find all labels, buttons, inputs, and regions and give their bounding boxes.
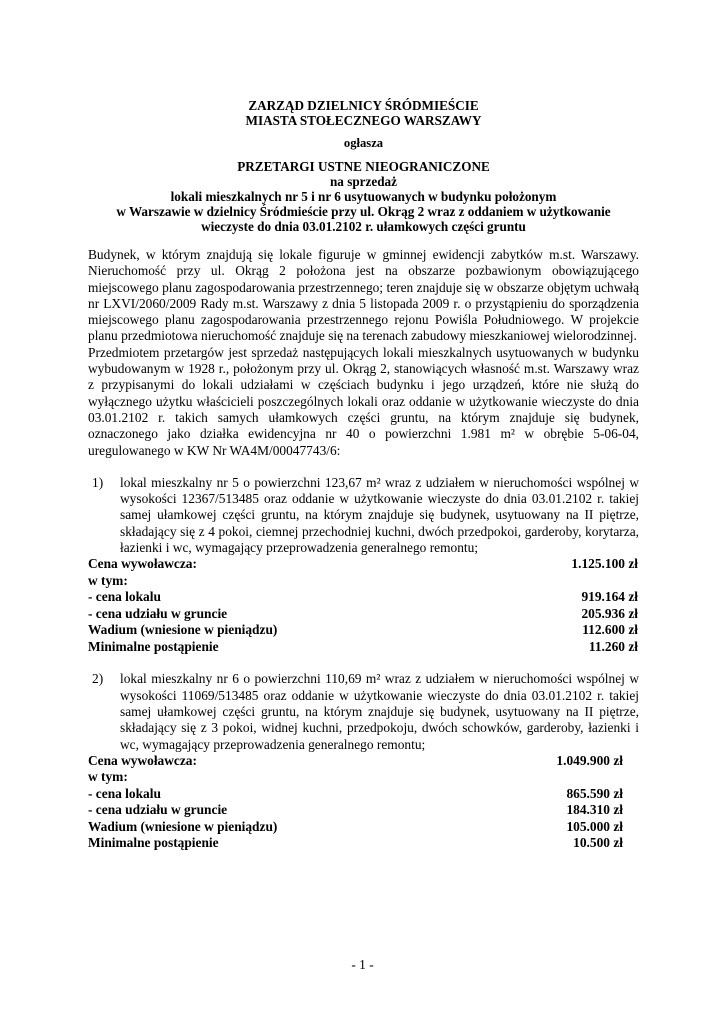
min-bid-label: Minimalne postąpienie bbox=[88, 835, 219, 851]
grunt-price-label: - cena udziału w gruncie bbox=[88, 802, 228, 818]
item-number: 1) bbox=[92, 474, 104, 490]
paragraph-subject: Przedmiotem przetargów jest sprzedaż następujących lokali mieszkalnych usytuowanych w budynku wybudowanym w 1928 r., położonym przy ul. Okrąg 2, stanowiących własność m.st. Warszawy wraz z przypisanymi do lokali udziałami w częściach budynku i jego urządzeń, które nie służą do wyłącznego użytku właścicieli poszczególnych lokali oraz oddanie w użytkowanie wieczyste do dnia 03.01.2102 r. takich samych ułamkowych części gruntu, na którym znajduje się budynek, oznaczonego jako działka ewidencyjna nr 40 o powierzchni 1.981 m² w obrębie 5-06-04, uregulowanego w KW Nr WA4M/00047743/6: bbox=[88, 344, 639, 458]
price-row bbox=[88, 753, 623, 770]
issuer-line-1: ZARZĄD DZIELNICY ŚRÓDMIEŚCIE bbox=[248, 98, 479, 113]
lokal-price-row bbox=[88, 786, 623, 803]
announces-word: ogłasza bbox=[343, 136, 384, 150]
min-bid-row bbox=[88, 639, 638, 656]
item-number: 2) bbox=[92, 671, 104, 687]
min-bid-label: Minimalne postąpienie bbox=[88, 638, 219, 654]
announcement-subtitle: na sprzedaż bbox=[329, 174, 398, 189]
announcement-title: PRZETARGI USTNE NIEOGRANICZONE bbox=[237, 159, 490, 174]
wtym-label: w tym: bbox=[88, 769, 128, 785]
min-bid-value: 10.500 zł bbox=[573, 835, 623, 851]
price-block bbox=[88, 556, 638, 655]
lokal-price-value: 919.164 zł bbox=[581, 589, 638, 605]
grunt-price-value: 205.936 zł bbox=[581, 605, 638, 621]
item-description: lokal mieszkalny nr 5 o powierzchni 123,67 m² wraz z udziałem w nieruchomości wspólnej w wysokości 12367/513485 oraz oddanie w użytkowanie wieczyste do dnia 03.01.2102 r. takiej samej ułamkowej części gruntu, na którym znajduje się budynek, usytuowany na II piętrze, składający się z 4 pokoi, ciemnej przechodniej kuchni, dwóch przedpokoi, garderoby, korytarza, łazienki i wc, wymagający przeprowadzenia generalnego remontu; bbox=[120, 474, 639, 556]
price-label: Cena wywoławcza: bbox=[88, 752, 197, 768]
paragraph-building: Budynek, w którym znajdują się lokale figuruje w gminnej ewidencji zabytków m.st. Warszawy. Nieruchomość przy ul. Okrąg 2 położona jest na obszarze pozbawionym obowiązującego miejscowego planu zagospodarowania przestrzennego; teren znajduje się w obszarze objętym uchwałą nr LXVI/2060/2009 Rady m.st. Warszawy z dnia 5 listopada 2009 r. o przystąpieniu do sporządzenia miejscowego planu zagospodarowania przestrzennego rejonu Powiśla Południowego. W projekcie planu przedmiotowa nieruchomość znajduje się na terenach zabudowy mieszkaniowej wielorodzinnej. bbox=[88, 247, 639, 344]
wtym-row bbox=[88, 769, 623, 786]
grunt-price-label: - cena udziału w gruncie bbox=[88, 605, 228, 621]
price-row bbox=[88, 556, 638, 573]
wadium-row bbox=[88, 819, 623, 836]
wadium-label: Wadium (wniesione w pieniądzu) bbox=[88, 818, 278, 834]
grunt-price-row bbox=[88, 802, 623, 819]
wadium-label: Wadium (wniesione w pieniądzu) bbox=[88, 622, 278, 638]
announcement-desc-3: wieczyste do dnia 03.01.2102 r. ułamkowych części gruntu bbox=[201, 219, 526, 234]
wtym-label: w tym: bbox=[88, 572, 128, 588]
wadium-value: 112.600 zł bbox=[582, 622, 638, 638]
list-item bbox=[88, 475, 639, 556]
announcement-header bbox=[88, 98, 639, 234]
wadium-value: 105.000 zł bbox=[566, 818, 623, 834]
min-bid-value: 11.260 zł bbox=[588, 638, 638, 654]
grunt-price-row bbox=[88, 606, 638, 623]
wadium-row bbox=[88, 622, 638, 639]
price-value: 1.125.100 zł bbox=[571, 556, 638, 572]
grunt-price-value: 184.310 zł bbox=[566, 802, 623, 818]
lokal-price-label: - cena lokalu bbox=[88, 589, 161, 605]
item-description: lokal mieszkalny nr 6 o powierzchni 110,69 m² wraz z udziałem w nieruchomości wspólnej w wysokości 11069/513485 oraz oddanie w użytkowanie wieczyste do dnia 03.01.2102 r. takiej samej ułamkowej części gruntu, na którym znajduje się budynek, usytuowany na II piętrze, składający się z 3 pokoi, widnej kuchni, przedpokoju, dwóch schowków, garderoby, łazienki i wc, wymagający przeprowadzenia generalnego remontu; bbox=[120, 671, 639, 752]
document-page bbox=[88, 98, 639, 852]
wtym-row bbox=[88, 573, 638, 590]
price-value: 1.049.900 zł bbox=[556, 752, 623, 768]
lokal-price-value: 865.590 zł bbox=[566, 785, 623, 801]
list-item bbox=[88, 671, 639, 752]
issuer-line-2: MIASTA STOŁECZNEGO WARSZAWY bbox=[245, 113, 482, 128]
lokal-price-label: - cena lokalu bbox=[88, 785, 161, 801]
price-block bbox=[88, 753, 623, 852]
lokal-price-row bbox=[88, 589, 638, 606]
announcement-desc-1: lokali mieszkalnych nr 5 i nr 6 usytuowanych w budynku położonym bbox=[170, 189, 557, 204]
price-label: Cena wywoławcza: bbox=[88, 556, 197, 572]
announcement-desc-2: w Warszawie w dzielnicy Śródmieście przy ul. Okrąg 2 wraz z oddaniem w użytkowanie bbox=[116, 204, 611, 219]
body-text bbox=[88, 247, 639, 459]
page-number: - 1 - bbox=[351, 957, 374, 972]
min-bid-row bbox=[88, 835, 623, 852]
